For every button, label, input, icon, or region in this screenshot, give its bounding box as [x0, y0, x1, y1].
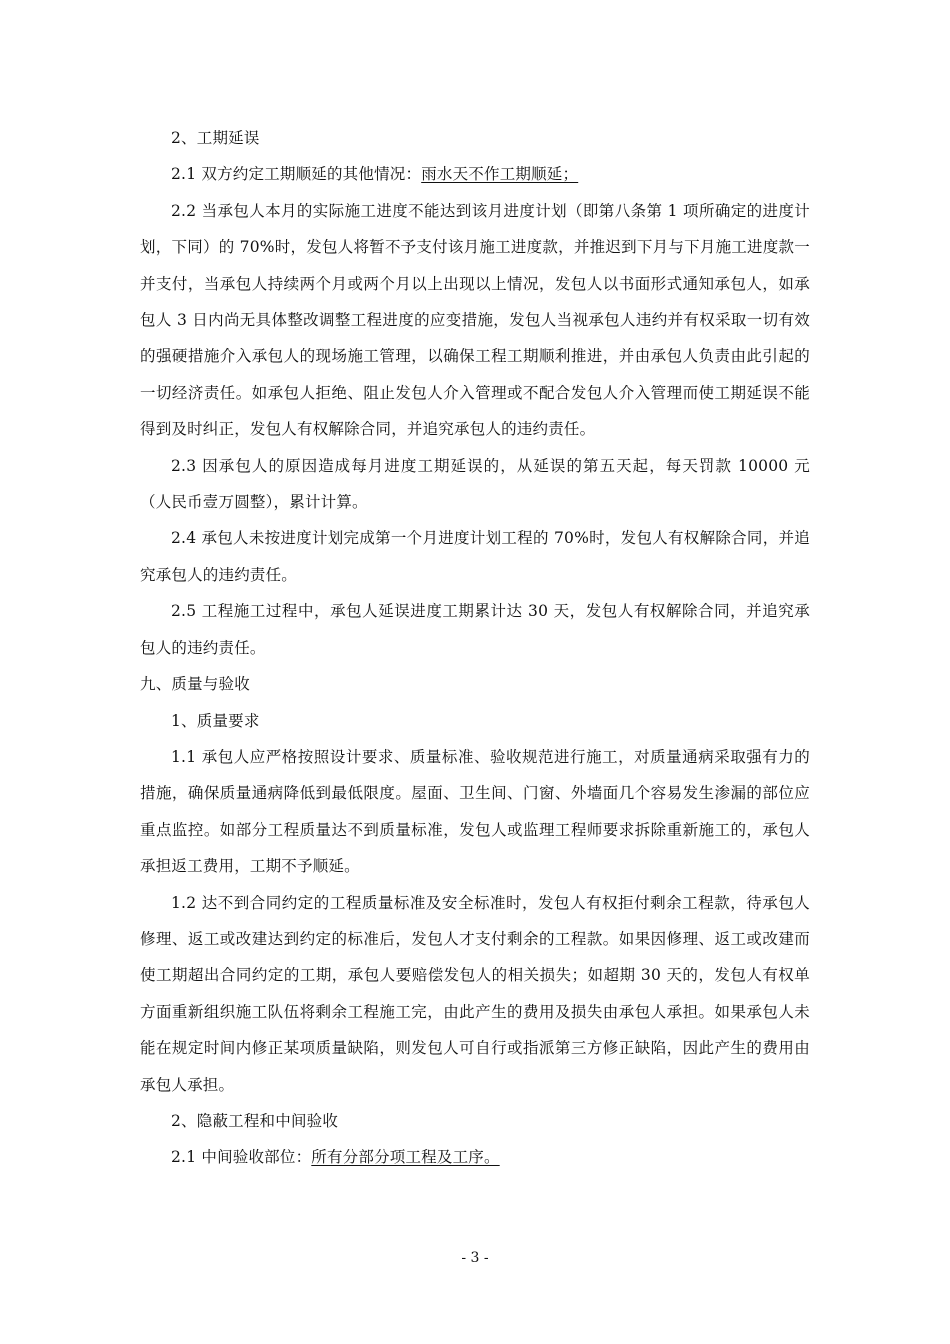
- clause-1-1: 1.1 承包人应严格按照设计要求、质量标准、验收规范进行施工，对质量通病采取强有力的措施，确保质量通病降低到最低限度。屋面、卫生间、门窗、外墙面几个容易发生渗漏的部位应重点监控。如部分工程质量达不到质量标准，发包人或监理工程师要求拆除重新施工的，承包人承担返工费用，工期不予顺延。: [140, 747, 810, 876]
- clause-2-1-inspection-text: 2.1 中间验收部位：: [171, 1148, 312, 1167]
- section-heading-concealed-works: 2、隐蔽工程和中间验收: [171, 1111, 339, 1130]
- document-body: [140, 120, 810, 1176]
- clause-2-1: [140, 156, 810, 192]
- clause-2-1-inspection-underlined-value: 所有分部分项工程及工序。: [311, 1148, 500, 1167]
- clause-2-1-text: 2.1 双方约定工期顺延的其他情况：: [171, 165, 422, 184]
- clause-2-4: 2.4 承包人未按进度计划完成第一个月进度计划工程的 70%时，发包人有权解除合同，并追究承包人的违约责任。: [140, 529, 810, 584]
- section-heading-schedule-delay: 2、工期延误: [171, 129, 260, 147]
- page-number: - 3 -: [461, 1250, 489, 1266]
- clause-1-2: 1.2 达不到合同约定的工程质量标准及安全标准时，发包人有权拒付剩余工程款，待承包人修理、返工或改建达到约定的标准后，发包人才支付剩余的工程款。如果因修理、返工或改建而使工期超出合同约定的工期，承包人要赔偿发包人的相关损失；如超期 30 天的，发包人有权单方面重新组织施工队伍将剩余工程施工完，由此产生的费用及损失由承包人承担。如果承包人未能在规定时间内修正某项质量缺陷，则发包人可自行或指派第三方修正缺陷，因此产生的费用由承包人承担。: [140, 893, 810, 1094]
- clause-2-5: 2.5 工程施工过程中，承包人延误进度工期累计达 30 天，发包人有权解除合同，并追究承包人的违约责任。: [140, 602, 810, 657]
- clause-2-1-underlined-value: 雨水天不作工期顺延；: [421, 165, 579, 184]
- clause-2-2: 2.2 当承包人本月的实际施工进度不能达到该月进度计划（即第八条第 1 项所确定的进度计划，下同）的 70%时，发包人将暂不予支付该月施工进度款，并推迟到下月与下月施工进度款一并支付，当承包人持续两个月或两个月以上出现以上情况，发包人以书面形式通知承包人，如承包人 3 日内尚无具体整改调整工程进度的应变措施，发包人当视承包人违约并有权采取一切有效的强硬措施介入承包人的现场施工管理，以确保工程工期顺利推进，并由承包人负责由此引起的一切经济责任。如承包人拒绝、阻止发包人介入管理或不配合发包人介入管理而使工期延误不能得到及时纠正，发包人有权解除合同，并追究承包人的违约责任。: [140, 201, 810, 439]
- section-heading-quality-requirements: 1、质量要求: [171, 711, 260, 730]
- chapter-heading-quality-acceptance: 九、质量与验收: [140, 675, 250, 694]
- clause-2-3: 2.3 因承包人的原因造成每月进度工期延误的，从延误的第五天起，每天罚款 10000 元（人民币壹万圆整），累计计算。: [140, 456, 810, 512]
- clause-2-1-inspection: [140, 1139, 810, 1175]
